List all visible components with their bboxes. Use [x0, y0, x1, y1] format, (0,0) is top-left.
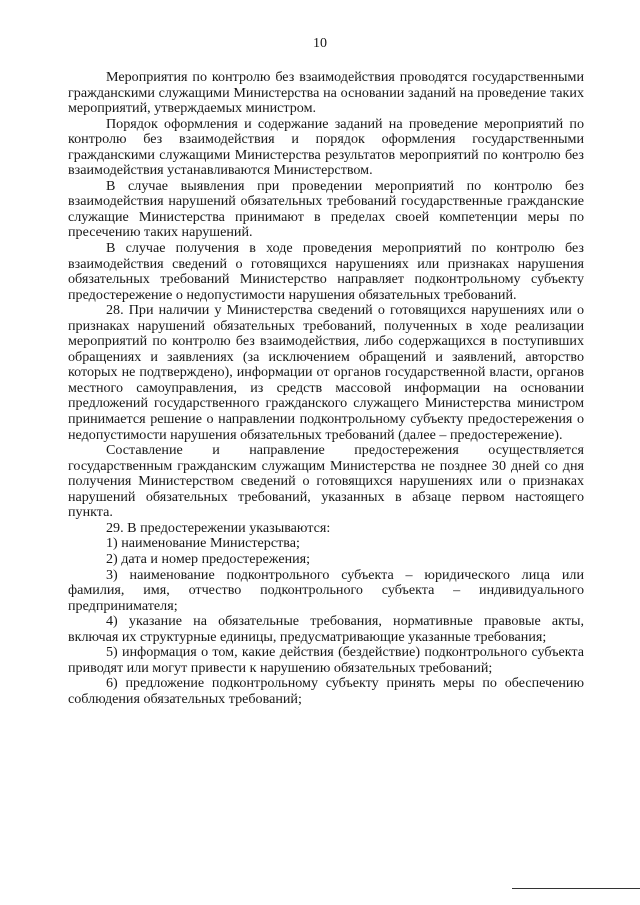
list-item: 2) дата и номер предостережения;	[106, 550, 311, 567]
list-item: 4) указание на обязательные требования, нормативные правовые акты, включая их структурные единицы, предусматривающие указанные требования;	[68, 613, 584, 645]
list-item: 6) предложение подконтрольному субъекту принять меры по обеспечению соблюдения обязательных требований;	[68, 675, 584, 707]
list-item: 3) наименование подконтрольного субъекта – юридического лица или фамилия, имя, отчество подконтрольного субъекта – индивидуального предпринимателя;	[68, 566, 584, 614]
document-body	[68, 70, 584, 707]
scan-edge-line	[512, 888, 640, 889]
paragraph: Составление и направление предостережения осуществляется государственным гражданским служащим Министерства не позднее 30 дней со дня получения Министерством сведений о готовящихся нарушениях или о признаках нарушений обязательных требований, указанных в абзаце первом настоящего пункта.	[68, 442, 584, 521]
paragraph-item-29: 29. В предостережении указываются:	[106, 519, 331, 536]
paragraph: В случае получения в ходе проведения мероприятий по контролю без взаимодействия сведений о готовящихся нарушениях или признаках нарушения обязательных требований Министерство направляет подконтрольному субъекту предостережение о недопустимости нарушения обязательных требований.	[68, 240, 584, 303]
page-number: 10	[313, 36, 327, 51]
paragraph-item-28: 28. При наличии у Министерства сведений о готовящихся нарушениях или о признаках нарушений обязательных требований, полученных в ходе реализации мероприятий по контролю без взаимодействия, либо содержащихся в поступивших обращениях и заявлениях (за исключением обращений и заявлений, авторство которых не подтверждено), информации от органов государственной власти, органов местного самоуправления, из средств массовой информации на основании предложений государственного гражданского служащего Министерства министром принимается решение о направлении подконтрольному субъекту предостережения о недопустимости нарушения обязательных требований (далее – предостережение).	[68, 302, 584, 443]
paragraph: Мероприятия по контролю без взаимодействия проводятся государственными гражданскими служащими Министерства на основании заданий на проведение таких мероприятий, утверждаемых министром.	[68, 69, 584, 117]
paragraph: В случае выявления при проведении мероприятий по контролю без взаимодействия нарушений обязательных требований государственные гражданские служащие Министерства принимают в пределах своей компетенции меры по пресечению таких нарушений.	[68, 177, 584, 241]
list-item: 5) информация о том, какие действия (бездействие) подконтрольного субъекта приводят или могут привести к нарушению обязательных требований;	[68, 644, 584, 676]
list-item: 1) наименование Министерства;	[106, 535, 300, 552]
paragraph: Порядок оформления и содержание заданий на проведение мероприятий по контролю без взаимодействия и порядок оформления государственными гражданскими служащими Министерства результатов мероприятий по контролю без взаимодействия устанавливаются Министерством.	[68, 115, 584, 179]
